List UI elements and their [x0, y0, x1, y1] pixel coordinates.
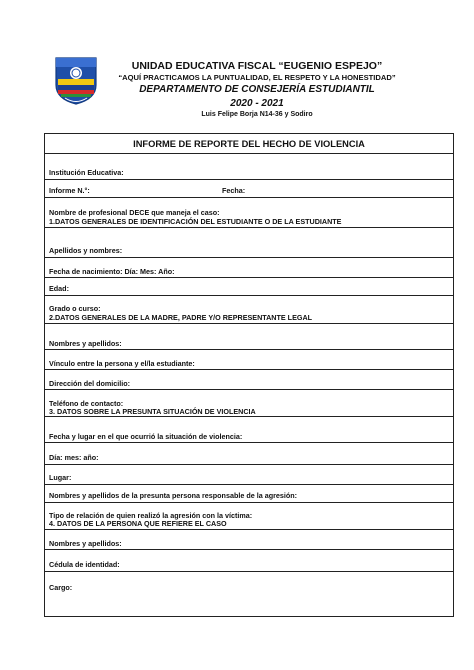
school-motto: “AQUÍ PRACTICAMOS LA PUNTUALIDAD, EL RESPETO Y LA HONESTIDAD”: [118, 73, 396, 82]
id-number-field[interactable]: [45, 550, 453, 572]
age-field[interactable]: [45, 278, 453, 296]
report-number-date-row[interactable]: [45, 180, 453, 198]
department-name: DEPARTAMENTO DE CONSEJERÍA ESTUDIANTIL: [139, 84, 375, 95]
referrer-name-label: Nombres y apellidos:: [49, 539, 122, 548]
age-label: Edad:: [49, 284, 69, 293]
guardian-name-label: Nombres y apellidos:: [49, 339, 122, 348]
section-1-header: [45, 198, 453, 228]
document-header: [0, 0, 474, 130]
phone-label: Teléfono de contacto:: [49, 399, 124, 408]
section-4-title: 4. DATOS DE LA PERSONA QUE REFIERE EL CASO: [49, 519, 227, 528]
report-number-label: Informe N.°:: [49, 186, 90, 195]
incident-date-place-field[interactable]: [45, 417, 453, 443]
institution-label: Institución Educativa:: [49, 168, 124, 177]
birthdate-label: Fecha de nacimiento: Día: Mes: Año:: [49, 267, 175, 276]
position-field[interactable]: [45, 572, 453, 617]
student-name-label: Apellidos y nombres:: [49, 246, 123, 255]
incident-date-label: Día: mes: año:: [49, 453, 99, 462]
section-2-title: 2.DATOS GENERALES DE LA MADRE, PADRE Y/O REPRESENTANTE LEGAL: [49, 313, 313, 322]
position-label: Cargo:: [49, 583, 73, 592]
section-2-header: [45, 296, 453, 324]
incident-date-place-label: Fecha y lugar en el que ocurrió la situación de violencia:: [49, 432, 243, 441]
dece-professional-label: Nombre de profesional DECE que maneja el caso:: [49, 208, 220, 217]
student-name-field[interactable]: [45, 228, 453, 258]
incident-date-field[interactable]: [45, 443, 453, 465]
grade-label: Grado o curso:: [49, 304, 101, 313]
institution-field[interactable]: [45, 154, 453, 180]
violence-report-form: [44, 133, 454, 617]
aggressor-name-label: Nombres y apellidos de la presunta persona responsable de la agresión:: [49, 491, 298, 500]
school-year: 2020 - 2021: [230, 98, 284, 109]
address-field[interactable]: [45, 370, 453, 390]
birthdate-field[interactable]: [45, 258, 453, 278]
incident-place-label: Lugar:: [49, 473, 72, 482]
aggressor-name-field[interactable]: [45, 485, 453, 503]
school-name: UNIDAD EDUCATIVA FISCAL “EUGENIO ESPEJO”: [131, 60, 383, 72]
relationship-field[interactable]: [45, 350, 453, 370]
incident-place-field[interactable]: [45, 465, 453, 485]
form-title: INFORME DE REPORTE DEL HECHO DE VIOLENCIA: [45, 134, 453, 154]
referrer-name-field[interactable]: [45, 530, 453, 550]
section-4-header: [45, 503, 453, 530]
report-date-label: Fecha:: [222, 186, 246, 195]
aggressor-relationship-label: Tipo de relación de quien realizó la agresión con la víctima:: [49, 511, 253, 520]
relationship-label: Vínculo entre la persona y el/la estudiante:: [49, 359, 195, 368]
guardian-name-field[interactable]: [45, 324, 453, 350]
section-1-title: 1.DATOS GENERALES DE IDENTIFICACIÓN DEL ESTUDIANTE O DE LA ESTUDIANTE: [49, 217, 342, 226]
section-3-header: [45, 390, 453, 417]
school-address: Luis Felipe Borja N14-36 y Sodiro: [201, 111, 313, 118]
address-label: Dirección del domicilio:: [49, 379, 131, 388]
section-3-title: 3. DATOS SOBRE LA PRESUNTA SITUACIÓN DE VIOLENCIA: [49, 407, 256, 416]
id-number-label: Cédula de identidad:: [49, 560, 120, 569]
